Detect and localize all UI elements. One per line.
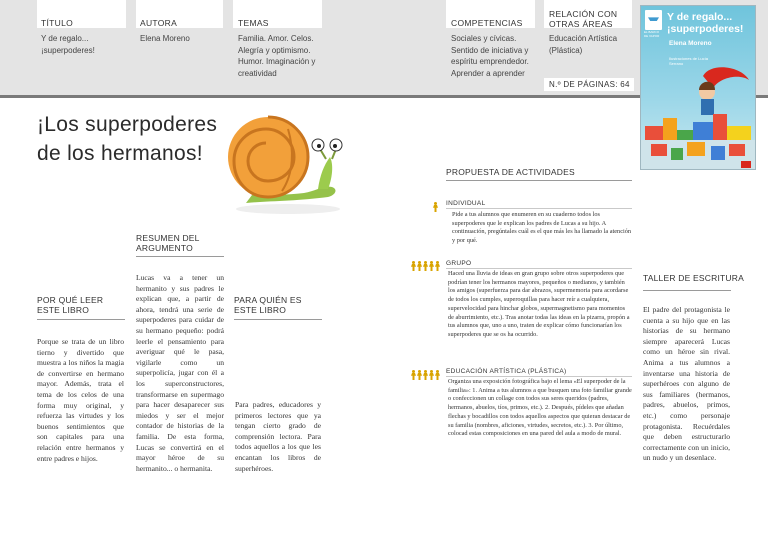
para-quien-heading: PARA QUIÉN ES ESTE LIBRO xyxy=(234,295,302,315)
taller-heading: TALLER DE ESCRITURA xyxy=(643,273,744,283)
cover-illustrator: Ilustraciones de Lucía Serrano xyxy=(669,56,708,66)
relacion-label: RELACIÓN CON OTRAS ÁREAS xyxy=(549,9,618,29)
individual-rule xyxy=(446,208,632,209)
propuesta-rule xyxy=(446,180,632,181)
individual-icon xyxy=(433,199,439,217)
cover-title: Y de regalo... ¡superpoderes! xyxy=(667,11,744,35)
resumen-heading: RESUMEN DEL ARGUMENTO xyxy=(136,233,200,253)
taller-text: El padre del protagonista le cuenta a su hijo que en las historias de su hermano siempre aparecerá Lucas como un héroe sin rival. Anima a tus alumnos a inventarse una historia de superhéroes con alguno de sus familiares (hermanos, padres, abuelos, primos, etc.) como personaje protagonista. Recuérdales que deben estructurarlo correctamente con un inicio, un nudo y un desenlace. xyxy=(643,305,730,463)
por-que-text: Porque se trata de un libro tierno y divertido que muestra a los niños la magia de convertirse en hermano mayor. Además, trata el tema de los celos de una forma muy original, y refuerza las virtudes y los buenos sentimientos que son capitales para una relación entre hermanos y entre padres e hijos. xyxy=(37,337,124,463)
educacion-label: EDUCACIÓN ARTÍSTICA (PLÁSTICA) xyxy=(446,368,567,375)
taller-rule xyxy=(643,290,731,291)
grupo-label: GRUPO xyxy=(446,260,472,267)
competencias-label: COMPETENCIAS xyxy=(451,18,523,28)
por-que-rule xyxy=(37,319,125,320)
titulo-label: TÍTULO xyxy=(41,18,74,28)
autora-label: AUTORA xyxy=(140,18,178,28)
book-cover xyxy=(640,5,756,170)
paginas-count: N.º DE PÁGINAS: 64 xyxy=(549,80,630,89)
resumen-text: Lucas va a tener un hermanito y sus padres le explican que, a partir de ahora, tendrá una serie de superpoderes para cuidar de su hermano pequeño: podrá leerle el pensamiento para averiguar qué le pasa, vigilarle como un superpolicía, jugar con él a los superconstructores, transformarse en supermago para hacer desaparecer sus miedos y ser el mejor contador de historias de la familia. De esta forma, Lucas se convertirá en el mayor héroe de su hermanito... o hermanita. xyxy=(136,273,224,473)
competencias-value: Sociales y cívicas. Sentido de iniciativa y espíritu emprendedor. Aprender a aprender xyxy=(451,34,529,78)
cover-illustration xyxy=(641,66,755,169)
grupo-rule xyxy=(446,268,632,269)
titulo-value: Y de regalo... ¡superpoderes! xyxy=(41,34,95,55)
temas-value: Familia. Amor. Celos. Alegría y optimismo. Humor. Imaginación y creatividad xyxy=(238,34,316,78)
cover-author: Elena Moreno xyxy=(669,40,712,47)
publisher-name: EL BARCO DE VAPOR xyxy=(644,30,660,38)
por-que-heading: POR QUÉ LEER ESTE LIBRO xyxy=(37,295,104,315)
publisher-logo xyxy=(645,10,662,30)
autora-value: Elena Moreno xyxy=(140,34,190,43)
educacion-text: Organiza una exposición fotográfica bajo el lema «El superpoder de la familia»: 1. Anima a tus alumnos a que busquen una foto familiar grande o confeccionen un collage con todos sus seres queridos (padres, hermanos, abuelos, tíos, primos, etc.). 2. Después, pídeles que añadan flechas y bocadillos con todos aquellos aspectos que quieran destacar de su familia (nombres, aficiones, virtudes, secretos, etc.). 3. Por último, colocad estas composiciones en una pared del aula a modo de mural. xyxy=(448,378,632,438)
educacion-rule xyxy=(446,376,632,377)
para-quien-text: Para padres, educadores y primeros lectores que ya tengan cierto grado de comprensión lectora. Para todos aquellos a los que les encantan los libros de superhéroes. xyxy=(235,400,321,473)
grupo-icon xyxy=(411,258,441,276)
temas-label: TEMAS xyxy=(238,18,269,28)
page-title: ¡Los superpoderes de los hermanos! xyxy=(37,113,218,165)
para-quien-rule xyxy=(234,319,322,320)
relacion-value: Educación Artística (Plástica) xyxy=(549,34,618,55)
individual-text: Pide a tus alumnos que enumeren en su cuaderno todos los superpoderes que le explican los padres de Lucas a su hijo. A continuación, pregúntales cuál es el que más les ha llamado la atención y por qué. xyxy=(452,211,632,245)
individual-label: INDIVIDUAL xyxy=(446,200,486,207)
educacion-icon xyxy=(411,367,441,385)
propuesta-heading: PROPUESTA DE ACTIVIDADES xyxy=(446,167,575,177)
resumen-rule xyxy=(136,256,224,257)
grupo-text: Haced una lluvia de ideas en gran grupo sobre otros superpoderes que podrían tener los hermanos mayores, pequeños o medianos, y también los amigos (superfuerza para dar abrazos, supermemoria para acordarse de todos los cumples, superoquillas para hacer reír a cualquiera, supervelocidad para hinchar globos, supermagnetismo para momentos de aburrimiento, etc.). Tras anotar todas las ideas en la pizarra, propón a tus alumnos que, uno a uno, traten de explicar cómo funcionarían los superpoderes que se os ha ocurrido. xyxy=(448,270,630,338)
snail-illustration xyxy=(228,109,346,220)
